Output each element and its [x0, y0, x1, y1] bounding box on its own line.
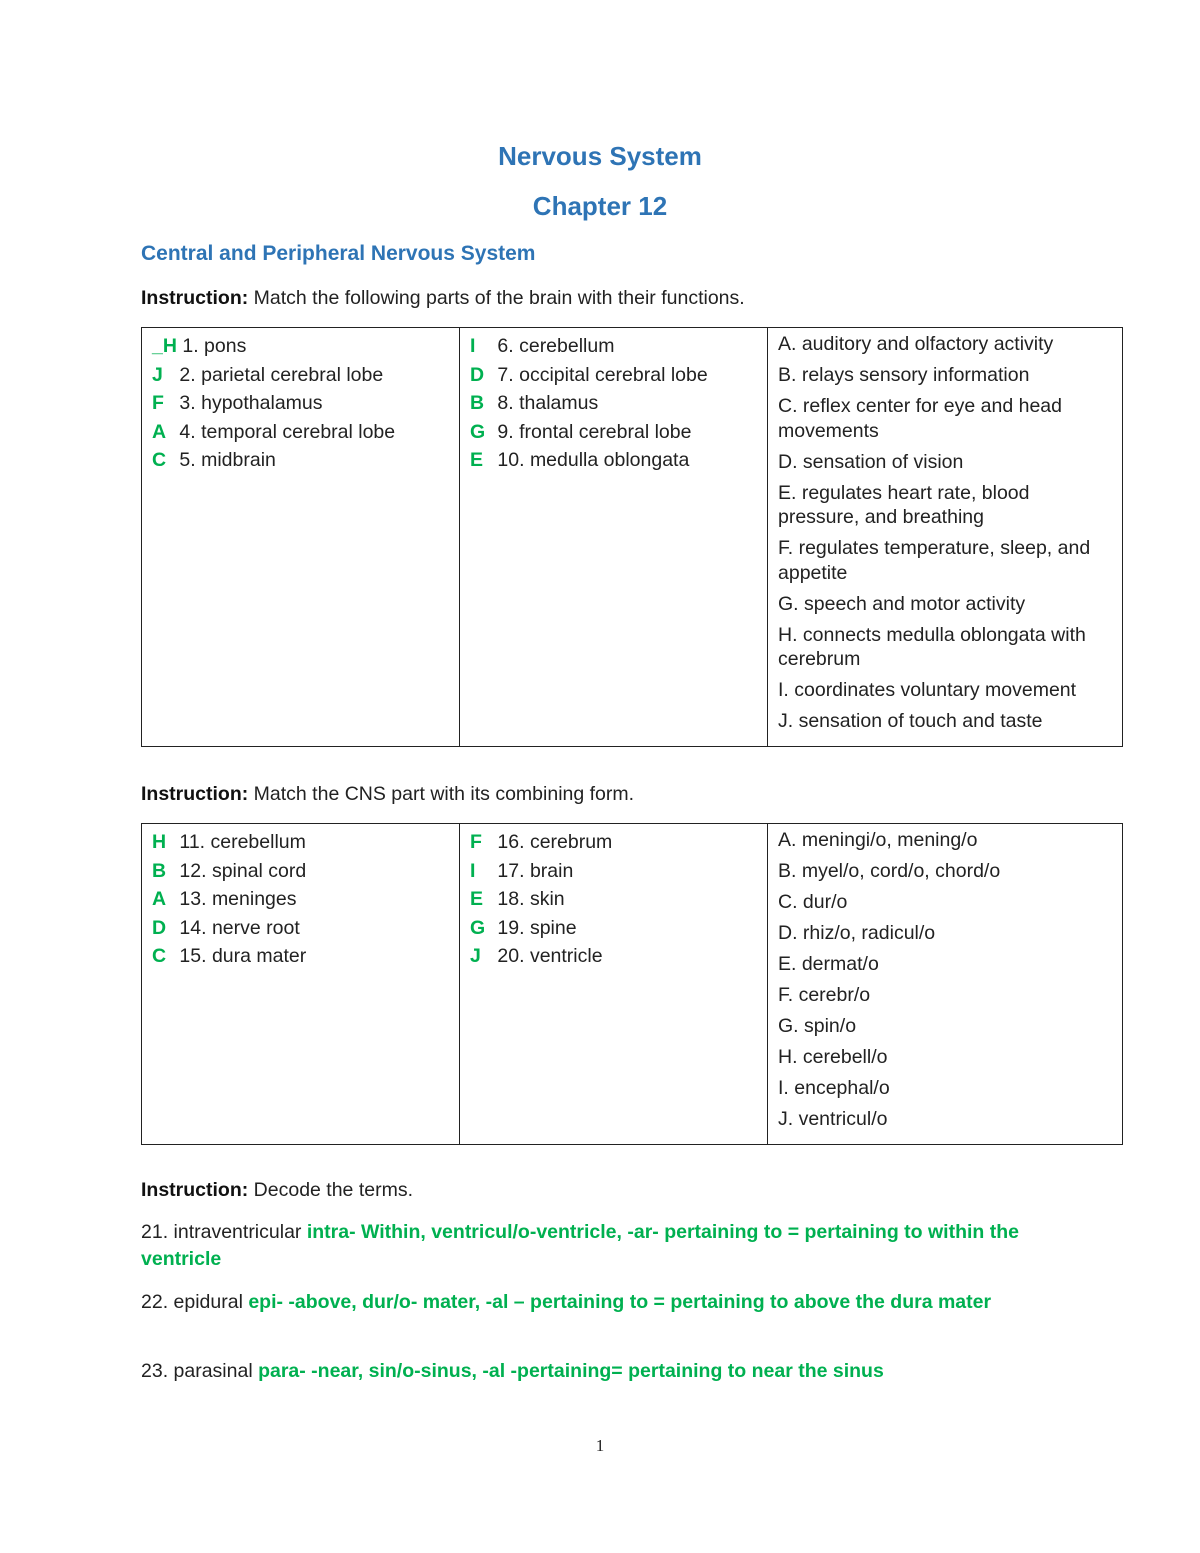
item-text: 3. hypothalamus: [174, 392, 323, 414]
match-item: [470, 828, 757, 857]
combining-form-option: G. spin/o: [778, 1015, 857, 1037]
answer-letter: E: [470, 888, 484, 910]
functions-column: [768, 328, 1123, 747]
item-text: 18. skin: [492, 888, 565, 910]
parts-column-2: [460, 328, 768, 747]
combining-form-option: D. rhiz/o, radicul/o: [778, 922, 936, 944]
combining-form-option: H. cerebell/o: [778, 1046, 888, 1068]
term-answer: para- -near, sin/o-sinus, -al -pertaining= pertaining to near the sinus: [258, 1360, 884, 1382]
function-option: E. regulates heart rate, blood pressure, and breathing: [778, 481, 1030, 528]
answer-letter: I: [470, 335, 476, 357]
match-item: [152, 332, 449, 361]
item-text: 1. pons: [176, 335, 247, 357]
answer-letter: A: [152, 888, 167, 910]
function-option: G. speech and motor activity: [778, 592, 1026, 615]
combining-form-option: F. cerebr/o: [778, 984, 871, 1006]
answer-letter: G: [470, 916, 486, 939]
match-item: [470, 418, 757, 447]
answer-letter: A: [152, 420, 167, 443]
combining-form-option: J. ventricul/o: [778, 1108, 888, 1130]
item-text: 11. cerebellum: [174, 831, 306, 853]
instruction-label: Instruction:: [141, 783, 249, 805]
instruction-label: Instruction:: [141, 1179, 249, 1201]
answer-letter: C: [152, 449, 167, 471]
item-text: 4. temporal cerebral lobe: [174, 420, 396, 443]
answer-letter: F: [152, 392, 164, 414]
function-option: H. connects medulla oblongata with cerebrum: [778, 623, 1086, 670]
page-number: 1: [595, 1436, 605, 1455]
item-text: 20. ventricle: [492, 945, 603, 967]
match-item: [470, 857, 757, 886]
match-item: [470, 914, 757, 943]
cns-parts-column-1: [142, 824, 460, 1145]
item-text: 8. thalamus: [492, 392, 599, 414]
combining-form-option: A. meningi/o, mening/o: [778, 829, 978, 851]
answer-letter: D: [470, 363, 485, 386]
item-text: 2. parietal cerebral lobe: [174, 363, 384, 386]
matching-table-brain-functions: [141, 327, 1123, 747]
item-text: 13. meninges: [174, 888, 297, 910]
decode-term-21: [141, 1219, 1041, 1272]
instruction-1: [141, 287, 745, 310]
function-option: A. auditory and olfactory activity: [778, 333, 1054, 355]
combining-form-option: B. myel/o, cord/o, chord/o: [778, 860, 1001, 882]
instruction-text: Decode the terms.: [248, 1179, 413, 1201]
section-heading: Central and Peripheral Nervous System: [141, 242, 536, 265]
answer-letter: D: [152, 916, 167, 939]
answer-letter: B: [470, 392, 485, 414]
answer-letter: J: [470, 945, 481, 967]
match-item: [470, 885, 757, 914]
match-item: [152, 828, 449, 857]
function-option: D. sensation of vision: [778, 450, 964, 473]
item-text: 9. frontal cerebral lobe: [492, 420, 692, 443]
function-option: B. relays sensory information: [778, 364, 1030, 386]
combining-form-option: E. dermat/o: [778, 953, 879, 975]
match-item: [152, 857, 449, 886]
combining-form-option: I. encephal/o: [778, 1077, 890, 1099]
decode-term-23: [141, 1358, 1141, 1385]
match-item: [470, 361, 757, 390]
cns-parts-column-2: [460, 824, 768, 1145]
parts-column-1: [142, 328, 460, 747]
item-text: 14. nerve root: [174, 916, 300, 939]
instruction-label: Instruction:: [141, 287, 249, 309]
item-text: 15. dura mater: [174, 945, 307, 967]
item-text: 19. spine: [492, 916, 577, 939]
function-option: F. regulates temperature, sleep, and appetite: [778, 537, 1091, 584]
instruction-text: Match the following parts of the brain with their functions.: [248, 287, 745, 309]
instruction-2: [141, 783, 634, 806]
function-option: C. reflex center for eye and head movements: [778, 395, 1062, 442]
answer-letter: F: [470, 831, 482, 853]
instruction-text: Match the CNS part with its combining form.: [248, 783, 635, 805]
answer-letter: C: [152, 945, 167, 967]
chapter-title: Chapter 12: [532, 191, 668, 221]
match-item: [470, 942, 757, 971]
match-item: [152, 914, 449, 943]
item-text: 12. spinal cord: [174, 859, 307, 882]
answer-letter: J: [152, 363, 163, 386]
match-item: [152, 446, 449, 475]
answer-letter: H: [152, 831, 167, 853]
answer-letter: G: [470, 420, 486, 443]
combining-forms-column: [768, 824, 1123, 1145]
term-text: 22. epidural: [141, 1291, 249, 1313]
answer-letter: B: [152, 859, 167, 882]
term-text: 23. parasinal: [141, 1360, 259, 1382]
combining-form-option: C. dur/o: [778, 891, 848, 913]
instruction-3: [141, 1179, 413, 1202]
item-text: 17. brain: [492, 859, 574, 882]
match-item: [152, 389, 449, 418]
match-item: [152, 942, 449, 971]
match-item: [470, 389, 757, 418]
item-text: 16. cerebrum: [492, 831, 613, 853]
answer-letter: I: [470, 859, 476, 882]
term-text: 21. intraventricular: [141, 1221, 307, 1243]
answer-letter: _H: [152, 335, 177, 357]
item-text: 6. cerebellum: [492, 335, 615, 357]
term-answer: intra- Within, ventricul/o-ventricle, -ar- pertaining to = pertaining to within the ventricle: [141, 1221, 1019, 1270]
document-title: Nervous System: [498, 141, 702, 171]
function-option: I. coordinates voluntary movement: [778, 679, 1077, 701]
match-item: [470, 332, 757, 361]
match-item: [152, 361, 449, 390]
match-item: [152, 885, 449, 914]
match-item: [152, 418, 449, 447]
matching-table-combining-forms: [141, 823, 1123, 1145]
answer-letter: E: [470, 449, 484, 471]
item-text: 7. occipital cerebral lobe: [492, 363, 708, 386]
item-text: 10. medulla oblongata: [492, 449, 690, 471]
decode-term-22: [141, 1289, 1041, 1316]
function-option: J. sensation of touch and taste: [778, 710, 1043, 732]
term-answer: epi- -above, dur/o- mater, -al – pertaining to = pertaining to above the dura mater: [248, 1291, 992, 1313]
item-text: 5. midbrain: [174, 449, 276, 471]
match-item: [470, 446, 757, 475]
